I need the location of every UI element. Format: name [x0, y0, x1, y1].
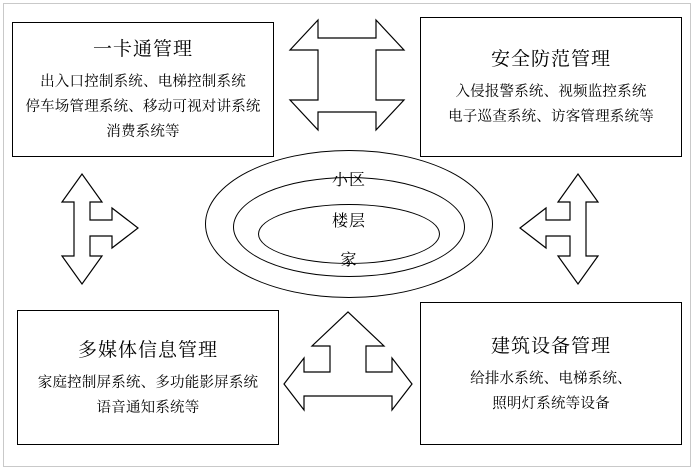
box-line: 照明灯系统等设备: [492, 395, 610, 412]
box-title: 安全防范管理: [490, 49, 611, 70]
label-community: 小区: [331, 172, 366, 189]
box-title: 多媒体信息管理: [77, 339, 218, 361]
box-line: 语音通知系统等: [96, 399, 200, 416]
box-line: 电子巡查系统、访客管理系统等: [448, 109, 654, 125]
box-line: 停车场管理系统、移动可视对讲系统: [25, 99, 261, 115]
box-line: 给排水系统、电梯系统、: [470, 370, 632, 387]
box-line: 出入口控制系统、电梯控制系统: [40, 74, 246, 90]
box-line: 家庭控制屏系统、多功能影屏系统: [37, 374, 259, 391]
arrow-bottom-left: [282, 310, 414, 428]
box-line: 消费系统等: [106, 124, 180, 140]
box-card-management[interactable]: [12, 22, 274, 157]
box-building-equipment-management[interactable]: [420, 302, 682, 445]
label-floor: 楼层: [331, 213, 366, 230]
box-media-management[interactable]: [17, 310, 279, 445]
box-safety-management[interactable]: [420, 17, 682, 157]
arrow-top-left: [282, 8, 412, 138]
box-line: 入侵报警系统、视频监控系统: [455, 84, 647, 100]
arrow-right-vertical: [534, 152, 594, 304]
label-home: 家: [340, 252, 358, 269]
box-title: 一卡通管理: [92, 39, 193, 60]
arrow-left: [60, 168, 140, 290]
box-title: 建筑设备管理: [490, 335, 611, 357]
